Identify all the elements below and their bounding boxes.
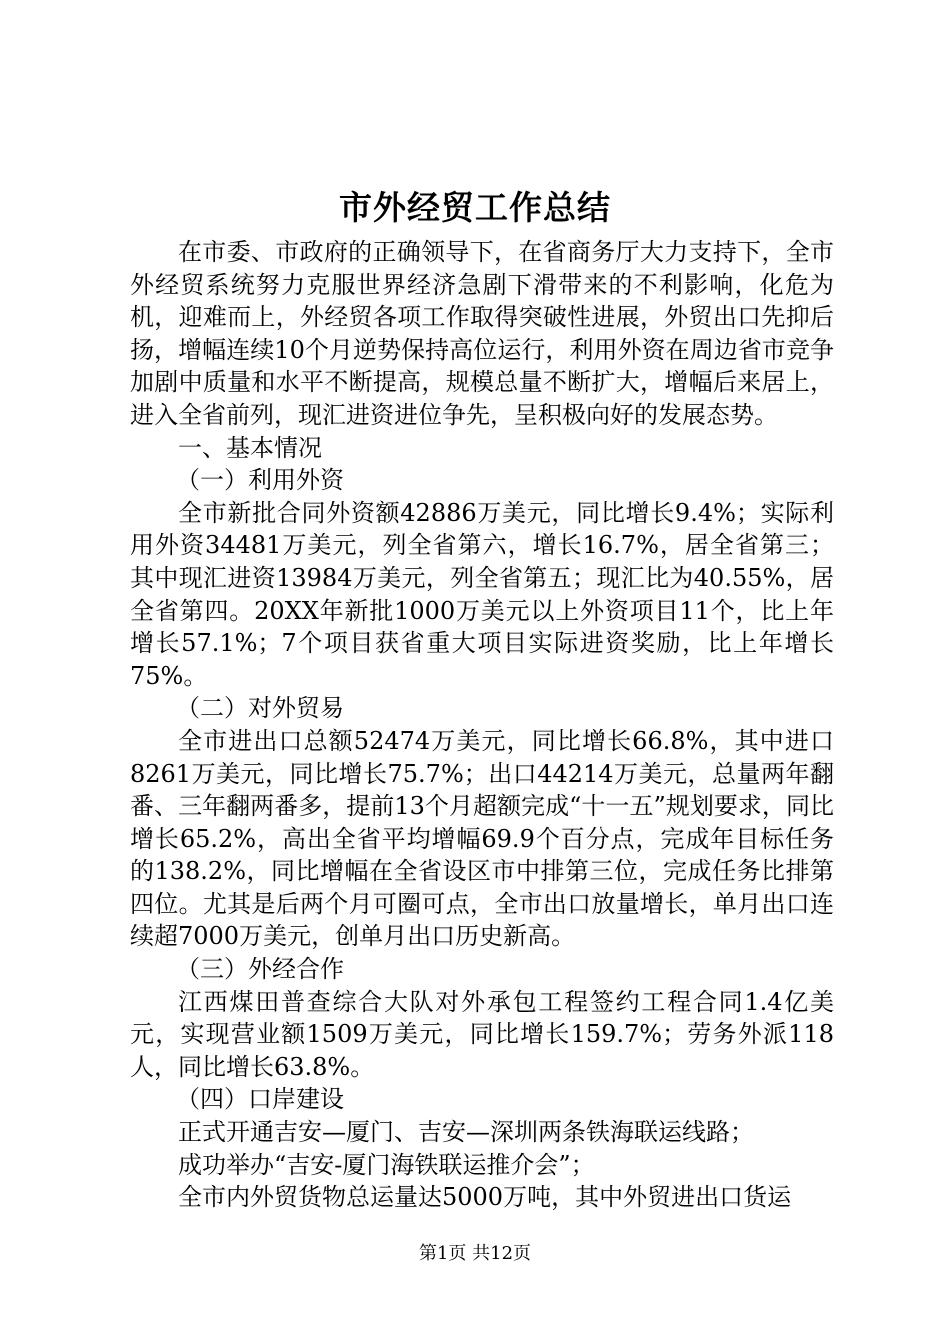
subsection-heading-foreign-trade: （二）对外贸易 bbox=[176, 694, 344, 723]
foreign-investment-paragraph: 全市新批合同外资额42886万美元，同比增长9.4%；实际利用外资34481万美元，列全省第六，增长16.7%，居全省第三；其中现汇进资13984万美元，列全省第五；现汇比为40.55%，居全省第四。20XX年新批1000万美元以上外资项目11个，比上年增长57.1%；7个项目获省重大项目实际进资奖励，比上年增长75%。 bbox=[130, 498, 834, 690]
subsection-heading-port-construction: （四）口岸建设 bbox=[176, 1085, 344, 1114]
economic-cooperation-paragraph: 江西煤田普查综合大队对外承包工程签约工程合同1.4亿美元，实现营业额1509万美元，同比增长159.7%；劳务外派118人，同比增长63.8%。 bbox=[130, 987, 834, 1081]
foreign-trade-paragraph: 全市进出口总额52474万美元，同比增长66.8%，其中进口8261万美元，同比增长75.7%；出口44214万美元，总量两年翻番、三年翻两番多，提前13个月超额完成“十一五”规划要求，同比增长65.2%，高出全省平均增幅69.9个百分点，完成年目标任务的138.2%，同比增幅在全省设区市中排第三位，完成任务比排第四位。尤其是后两个月可圈可点，全市出口放量增长，单月出口连续超7000万美元，创单月出口历史新高。 bbox=[130, 726, 834, 951]
section-heading-basic-situation: 一、基本情况 bbox=[178, 433, 322, 462]
port-construction-item-3: 全市内外贸货物总运量达5000万吨，其中外贸进出口货运 bbox=[178, 1183, 792, 1212]
document-body bbox=[130, 236, 834, 1214]
port-construction-item-2: 成功举办“吉安-厦门海铁联运推介会”； bbox=[178, 1150, 595, 1179]
subsection-heading-foreign-investment: （一）利用外资 bbox=[176, 466, 344, 495]
page-footer: 第1页 共12页 bbox=[418, 1243, 532, 1264]
document-title: 市外经贸工作总结 bbox=[339, 188, 611, 227]
intro-paragraph: 在市委、市政府的正确领导下，在省商务厅大力支持下，全市外经贸系统努力克服世界经济急剧下滑带来的不利影响，化危为机，迎难而上，外经贸各项工作取得突破性进展，外贸出口先抑后扬，增幅连续10个月逆势保持高位运行，利用外资在周边省市竞争加剧中质量和水平不断提高，规模总量不断扩大，增幅后来居上，进入全省前列，现汇进资进位争先，呈积极向好的发展态势。 bbox=[130, 238, 834, 429]
subsection-heading-economic-cooperation: （三）外经合作 bbox=[176, 955, 344, 984]
port-construction-item-1: 正式开通吉安—厦门、吉安—深圳两条铁海联运线路； bbox=[178, 1118, 754, 1147]
